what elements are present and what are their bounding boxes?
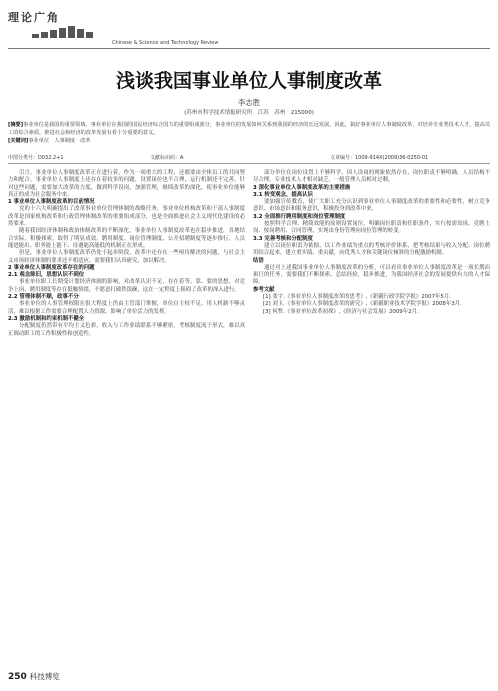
reference-item: [2] 刘玉.《事业单位人事制度改革的研究》,《新疆职业技术学院学报》2008年3月. xyxy=(263,301,462,308)
journal-subtitle: Chinese & Science and Technology Review xyxy=(112,40,219,46)
body-paragraph: 随着我国经济体制和政治体制改革的不断深化，事业单位人事制度改革也在稳步推进，各地结合实际，积极探索，取得了明显成效。聘用制度、岗位管理制度、公开招聘制度等逐步推行，人员能进能出、职务能上能下、待遇能高能低的机制正在形成。 xyxy=(8,228,245,249)
abstract xyxy=(8,121,490,146)
section-heading: 3.2 全面推行聘用制度和岗位管理制度 xyxy=(253,213,346,220)
article-title: 浅谈我国事业单位人事制度改革 xyxy=(115,70,382,92)
section-heading: 结语 xyxy=(253,257,264,264)
page-number: 250 xyxy=(8,672,27,682)
clc-number: 中图分类号：D032.2+1 xyxy=(8,155,64,161)
body-column-left xyxy=(8,170,245,338)
abstract-text: 事业单位是我国的重要领域，事业单位在我国的国民经济综合国力的重要组成部分，事业单位的发展如何关系到我国的经济的长远发展，因此，搞好事业单位人事制度改革，对培养专业类技术人才，提高员工的综合素质，推进社会和经济的改革发展有着十分重要的意义。 xyxy=(8,122,491,137)
body-paragraph: 分配制度仍然带有平均主义色彩，收入与工作业绩联系不够紧密，考核制度流于形式，难以真正调动职工的工作积极性和创造性。 xyxy=(8,323,245,337)
body-paragraph: 要加强宣传教育，使广大职工充分认识到事业单位人事制度改革的重要性和必要性，树立竞争意识、市场意识和服务意识，积极投身到改革中来。 xyxy=(253,199,490,213)
body-paragraph: 党的十六大明确提出了改革事业单位管理体制的战略任务，事业单位机构改革和干部人事制度改革是国家机构改革和行政管理体制改革的重要组成部分，也是全面推进社会主义现代化建设的必然要求。 xyxy=(8,206,245,228)
page-footer xyxy=(8,671,60,682)
meta-divider xyxy=(8,163,490,164)
body-paragraph: 按照科学合理、精简效能的原则设置岗位，明确岗位职责和任职条件，实行按需设岗、竞聘上岗、按岗聘用、合同管理，实现由身份管理向岗位管理的转变。 xyxy=(253,221,490,235)
reference-item: [1] 张宇.《事业单位人事制度改革的思考》,《新疆行政学院学报》2007年5月. xyxy=(263,294,451,301)
journal-logo-bars xyxy=(32,26,112,38)
section-heading: 3 深化事业单位人事制度改革的主要措施 xyxy=(253,184,351,191)
body-paragraph: 通过对上述我国事业单位人事制度改革的分析，可以看出事业单位人事制度改革是一项长期而艰巨的任务，需要我们不断探索、总结经验，稳步推进，为我国经济社会的发展提供有力的人才保障。 xyxy=(253,264,490,286)
section-heading: 2 事业单位人事制度改革存在的问题 xyxy=(8,264,95,271)
document-code: 文献标识码：A xyxy=(150,155,184,161)
footer-journal-name: 科技博览 xyxy=(29,672,60,681)
section-heading: 2.2 管理体制不顺，政事不分 xyxy=(8,294,79,301)
body-paragraph: 部分单位在岗位设置上不够科学，因人设岗的现象依然存在，岗位职责不够明确，人员结构不尽合理，专业技术人才相对缺乏，一般管理人员相对过剩。 xyxy=(253,170,490,184)
section-heading: 1 事业单位人事制度改革的目前情况 xyxy=(8,199,95,206)
header-rule xyxy=(8,48,490,49)
reference-item: [3] 何哲.《事业单位改革初探》,《经济与社会发展》2009年2月. xyxy=(263,308,419,315)
section-heading: 2.3 激励机制和约束机制不健全 xyxy=(8,315,85,322)
section-heading: 2.1 观念陈旧，思想认识不到位 xyxy=(8,272,85,279)
article-author: 李志胜 xyxy=(237,98,261,107)
section-heading: 3.1 转变观念，提高认识 xyxy=(253,191,313,198)
body-column-right xyxy=(253,170,490,316)
author-affiliation: (苏州市科学技术情报研究所 江苏 苏州 215000) xyxy=(184,110,314,116)
keywords-text: 事业单位 人事制度 改革 xyxy=(28,138,91,145)
body-paragraph: 事业单位的人事管理权限在很大程度上仍由主管部门掌握，单位自主权不足，用人机制不够灵活，难以根据工作需要合理配置人力资源，影响了单位活力的发挥。 xyxy=(8,301,245,315)
body-paragraph: 事业单位职工长期受计划经济体制的影响，对改革认识不足，存在着等、靠、要的思想，对竞争上岗、聘用制度等存在抵触情绪，不愿意打破铁饭碗，这在一定程度上阻碍了改革的深入进行。 xyxy=(8,279,245,293)
body-paragraph: 但是，事业单位人事制度改革仍处于起步阶段，改革中还存在一些亟待解决的问题，与社会主义市场经济体制的要求还不相适应，需要我们认真研究，加以解决。 xyxy=(8,250,245,264)
keywords-label: [关键词] xyxy=(8,138,29,145)
body-paragraph: 引言。事业单位人事制度改革正在进行着，作为一项重大的工程，还都要由全体员工的共同努力和配合。事业单位人事制度上还存在着较多的问题，设置岗位也不合理，运行机制还不完善，针对这些问题，需要加大改革的力度，做到科学设岗，加强管理，继续改革的深化，使事业单位能够真正的成为社会服务中来。 xyxy=(8,170,245,198)
body-paragraph: 建立以岗位职责为依据、以工作业绩为重点的考核评价体系，把考核结果与收入分配、岗位聘用结合起来，建立重实绩、重贡献，向优秀人才和关键岗位倾斜的分配激励机制。 xyxy=(253,242,490,257)
section-heading: 3.3 完善考核和分配制度 xyxy=(253,235,313,242)
article-number: 文章编号：1009-914X(2009)36-0250-01 xyxy=(330,155,429,161)
abstract-label: [摘要] xyxy=(8,122,24,128)
references-heading: 参考文献 xyxy=(253,286,275,293)
journal-title: 理论广角 xyxy=(8,11,60,24)
